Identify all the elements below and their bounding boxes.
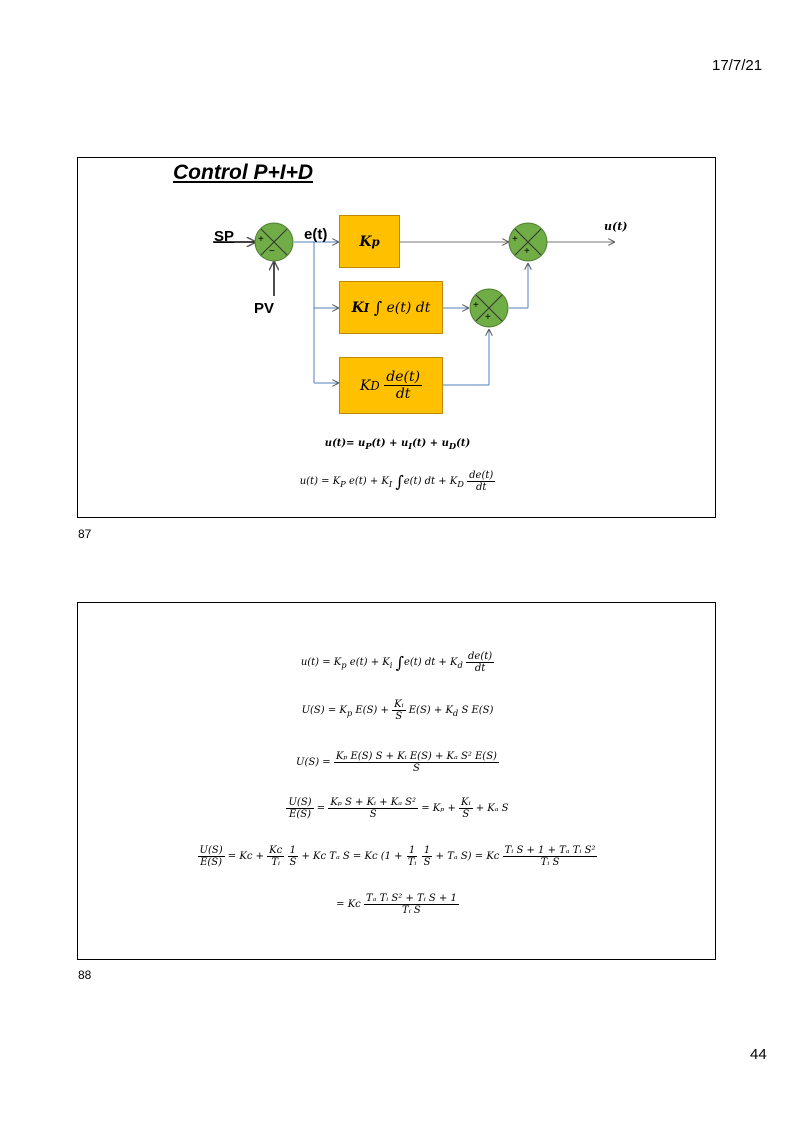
- eq2-fraction: [467, 470, 495, 493]
- l5-numerator: 1: [289, 845, 297, 856]
- eq2-part: u(t) = K: [299, 476, 341, 487]
- l3-denominator: S: [412, 763, 420, 774]
- sign-plus: +: [258, 234, 264, 245]
- eq1-part: u(t)= u: [324, 438, 366, 449]
- output-label: u(t): [604, 220, 628, 233]
- l4-part: = Kₚ +: [421, 803, 456, 814]
- l5-fraction: [267, 845, 284, 868]
- block-diagram-lines: [78, 158, 717, 519]
- l5-numerator: Kᴄ: [269, 845, 283, 856]
- pv-label: PV: [254, 300, 275, 317]
- slide-number: 87: [78, 527, 92, 541]
- l5-lhs-fraction: [198, 845, 225, 868]
- l5-lhs-denominator: E(S): [200, 857, 223, 868]
- l6-numerator: Tₐ Tᵢ S² + Tᵢ S + 1: [365, 893, 457, 904]
- time-domain-equation: [78, 651, 717, 674]
- kp-block: [339, 215, 400, 268]
- combined-equation: [78, 751, 717, 774]
- l4-part: + Kₐ S: [475, 803, 509, 814]
- l2-part: U(S) = K: [301, 705, 347, 716]
- sign-plus: +: [524, 246, 530, 257]
- eq1-part: (t): [456, 438, 471, 449]
- eq2-sub: I: [388, 479, 393, 489]
- sign-plus: +: [473, 300, 479, 311]
- l6-fraction: [364, 893, 459, 916]
- l3-numerator: Kₚ E(S) S + Kᵢ E(S) + Kₐ S² E(S): [335, 751, 497, 762]
- ki-symbol: K: [351, 299, 364, 316]
- l5-lhs-numerator: U(S): [199, 845, 223, 856]
- kd-denominator: dt: [395, 386, 411, 402]
- l5-part: = Kᴄ +: [227, 851, 264, 862]
- standard-form-equation: [78, 845, 717, 868]
- integral-sign: ∫: [395, 653, 404, 672]
- ki-expression: e(t) dt: [386, 299, 431, 316]
- l2-fraction: [392, 699, 405, 722]
- eq2-part: e(t) dt + K: [403, 476, 458, 487]
- l1-numerator: de(t): [468, 651, 493, 662]
- l1-part: u(t) = K: [300, 657, 342, 668]
- l1-denominator: dt: [474, 663, 486, 674]
- l1-sub: p: [341, 660, 347, 670]
- slide-transfer-function: [77, 602, 716, 960]
- final-form-equation: [78, 893, 717, 916]
- eq2-numerator: de(t): [469, 470, 494, 481]
- l5-denominator: Tᵢ: [407, 857, 417, 868]
- l4-rhs-denominator: S: [462, 809, 470, 820]
- l4-lhs-denominator: E(S): [289, 809, 311, 820]
- integral-sign: ∫: [373, 298, 383, 317]
- l1-part: e(t) + K: [346, 657, 390, 668]
- eq1-sub-i: I: [408, 441, 413, 451]
- ki-block: [339, 281, 443, 334]
- l5-fraction: [503, 845, 598, 868]
- l5-numerator: 1: [408, 845, 416, 856]
- page-date: 17/7/21: [712, 57, 763, 74]
- l5-denominator: S: [289, 857, 297, 868]
- sp-label: SP: [214, 228, 235, 245]
- eq2-sub: P: [340, 479, 346, 489]
- l5-part: + Tₐ S) = Kᴄ: [435, 851, 500, 862]
- sign-plus: +: [485, 312, 491, 323]
- l4-fraction: [328, 797, 418, 820]
- l2-sub: d: [452, 708, 459, 718]
- eq1-part: (t) + u: [412, 438, 449, 449]
- kp-subscript: p: [371, 234, 380, 249]
- integral-sign: ∫: [395, 472, 404, 491]
- kd-numerator: de(t): [386, 369, 421, 385]
- page-number: 44: [750, 1046, 767, 1063]
- laplace-equation: [78, 699, 717, 722]
- l1-sub: d: [457, 660, 463, 670]
- eq2-denominator: dt: [476, 482, 487, 493]
- l6-part: = Kᴄ: [336, 899, 361, 910]
- l6-denominator: Tᵢ S: [402, 905, 421, 916]
- l4-rhs-numerator: Kᵢ: [461, 797, 471, 808]
- kd-block: [339, 357, 443, 414]
- l3-fraction: [334, 751, 499, 774]
- kd-fraction: [384, 369, 422, 402]
- l5-numerator: Tᵢ S + 1 + Tₐ Tᵢ S²: [504, 845, 596, 856]
- l2-part: E(S) + K: [405, 705, 453, 716]
- l5-fraction: [406, 845, 419, 868]
- l5-denominator: S: [423, 857, 431, 868]
- l4-numerator: Kₚ S + Kᵢ + Kₐ S²: [330, 797, 417, 808]
- l5-denominator: Tᵢ S: [540, 857, 560, 868]
- ki-subscript: I: [363, 300, 370, 315]
- slide-number: 88: [78, 968, 92, 982]
- l4-denominator: S: [369, 809, 377, 820]
- l4-lhs-fraction: [286, 797, 313, 820]
- l5-denominator: Tᵢ: [271, 857, 281, 868]
- eq1-sub-d: D: [448, 441, 457, 451]
- kp-symbol: K: [359, 233, 372, 250]
- l1-part: e(t) dt + K: [403, 657, 458, 668]
- l3-part: U(S) =: [296, 757, 331, 768]
- sign-plus: +: [512, 234, 518, 245]
- l1-sub: i: [389, 660, 393, 670]
- l2-part: S E(S): [458, 705, 494, 716]
- l4-rhs-fraction: [459, 797, 472, 820]
- error-label: e(t): [304, 226, 328, 243]
- l4-lhs-numerator: U(S): [288, 797, 312, 808]
- eq2-sub: D: [457, 479, 464, 489]
- eq2-part: e(t) + K: [345, 476, 389, 487]
- l1-fraction: [466, 651, 494, 674]
- l2-numerator: Kᵢ: [394, 699, 404, 710]
- transfer-function-equation: $\frac{U(S)}{E(S)}$ = $\frac{\text{Kₚ S + Kᵢ + Kₐ S²}}{S}$ = Kₚ + $\frac{\text{Kᵢ}}{S}$ + Kₐ S: [288, 797, 509, 820]
- l5-numerator: 1: [423, 845, 431, 856]
- sign-minus: −: [269, 246, 275, 257]
- eq1-sub-p: P: [365, 441, 372, 451]
- sum-equation: [78, 438, 717, 451]
- l5-fraction: [287, 845, 298, 868]
- slide-pid-diagram: [77, 157, 716, 518]
- kd-symbol: K: [359, 377, 371, 394]
- l5-part: + Kᴄ Tₐ S = Kᴄ (1 +: [301, 851, 403, 862]
- l5-fraction: [422, 845, 433, 868]
- eq1-part: (t) + u: [371, 438, 409, 449]
- l2-denominator: S: [395, 711, 403, 722]
- kd-subscript: D: [370, 378, 380, 393]
- slide-title: Control P+I+D: [173, 161, 314, 184]
- l2-sub: p: [346, 708, 353, 718]
- l2-part: E(S) +: [352, 705, 389, 716]
- pid-equation: [78, 470, 717, 493]
